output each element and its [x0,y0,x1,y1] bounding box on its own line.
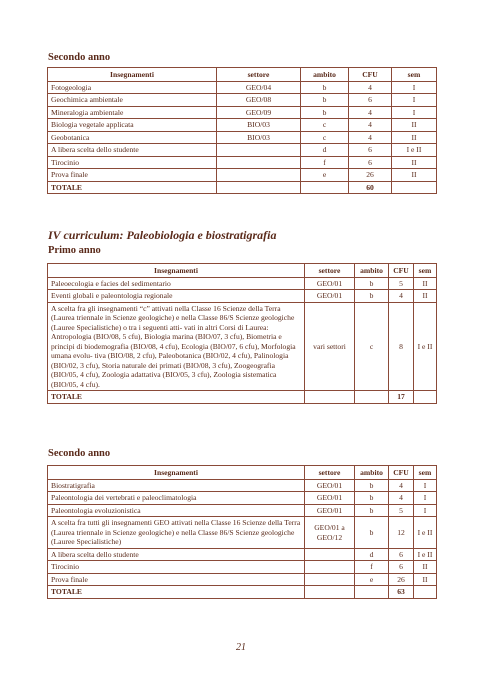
cell-sem: I [414,492,437,504]
cell-cfu: 12 [389,517,414,548]
cell-sem: II [414,561,437,573]
header-settore: settore [305,264,355,278]
total-cfu: 63 [389,586,414,598]
cell-insegnamento: Tirocinio [48,156,217,168]
cell-cfu: 5 [389,504,414,516]
cell-sem: II [414,290,437,302]
table-secondo-anno-2 [47,465,437,599]
total-empty [217,181,301,193]
cell-cfu: 8 [389,302,414,390]
cell-sem: II [414,278,437,290]
cell-settore [217,144,301,156]
cell-insegnamento: A libera scelta dello studente [48,144,217,156]
cell-ambito: c [355,302,389,390]
cell-ambito: c [301,131,349,143]
cell-cfu: 6 [389,548,414,560]
cell-ambito: c [301,119,349,131]
cell-settore: GEO/01 [305,492,355,504]
cell-cfu: 4 [349,119,392,131]
header-insegnamenti: Insegnamenti [48,466,305,480]
cell-insegnamento: A libera scelta dello studente [48,548,305,560]
header-cfu: CFU [389,264,414,278]
cell-insegnamento: A scelta fra tutti gli insegnamenti GEO attivati nella Classe 16 Scienze della Terra (Laurea triennale in Scienze geologiche) e nella Classe 86/S Scienze geologiche (Lauree Specialistiche) [48,517,305,548]
header-insegnamenti: Insegnamenti [48,264,305,278]
cell-sem: II [392,169,437,181]
table-header-row [48,264,437,278]
cell-cfu: 6 [349,144,392,156]
cell-insegnamento: Tirocinio [48,561,305,573]
cell-sem: I [392,82,437,94]
cell-ambito: e [301,169,349,181]
cell-insegnamento: A scelta fra gli insegnamenti “c” attivati nella Classe 16 Scienze della Terra (Laurea triennale in Scienze geologiche) e nella Classe 86/S Scienze geologiche (Lauree Specialistiche) o tra i seguenti atti- vati in altri Corsi di Laurea: Antropologia (BIO/08, 5 cfu), Biologia marina (BIO/07, 3 cfu), Biometria e principi di biodemografia (BIO/08, 4 cfu), Ecologia (BIO/07, 6 cfu), Morfologia umana evolu- tiva (BIO/08, 2 cfu), Paleobotanica (BIO/02, 4 cfu), Palinologia (BIO/02, 3 cfu), Storia naturale dei primati (BIO/08, 3 cfu), Zoogeografia (BIO/05, 4 cfu), Zoologia adattativa (BIO/05, 3 cfu), Zoologia sistematica (BIO/05, 4 cfu). [48,302,305,390]
cell-insegnamento: Prova finale [48,169,217,181]
cell-cfu: 6 [349,94,392,106]
table-row [48,106,437,118]
cell-cfu: 4 [349,106,392,118]
cell-ambito: d [355,548,389,560]
cell-sem: II [414,573,437,585]
cell-settore [305,561,355,573]
header-ambito: ambito [301,68,349,82]
cell-cfu: 4 [349,82,392,94]
cell-cfu: 6 [389,561,414,573]
total-empty [355,586,389,598]
cell-settore: GEO/09 [217,106,301,118]
total-empty [355,391,389,403]
cell-settore: GEO/04 [217,82,301,94]
cell-insegnamento: Paleontologia evoluzionistica [48,504,305,516]
cell-settore: vari settori [305,302,355,390]
cell-insegnamento: Fotogeologia [48,82,217,94]
cell-sem: II [392,131,437,143]
cell-sem: I [414,504,437,516]
table-row [48,156,437,168]
table-row [48,169,437,181]
section-title-primo-anno: Primo anno [48,245,101,256]
cell-cfu: 4 [389,492,414,504]
total-empty [414,391,437,403]
header-settore: settore [217,68,301,82]
cell-ambito: b [355,492,389,504]
cell-sem: I e II [392,144,437,156]
cell-sem: II [392,119,437,131]
total-cfu: 60 [349,181,392,193]
table-row [48,290,437,302]
total-empty [301,181,349,193]
header-insegnamenti: Insegnamenti [48,68,217,82]
table-row [48,548,437,560]
section-title-secondo-anno: Secondo anno [48,52,111,63]
table-row [48,573,437,585]
cell-settore [217,156,301,168]
total-cfu: 17 [389,391,414,403]
cell-ambito: b [301,82,349,94]
table-header-row [48,68,437,82]
cell-insegnamento: Mineralogia ambientale [48,106,217,118]
cell-ambito: f [301,156,349,168]
cell-ambito: b [355,290,389,302]
total-empty [414,586,437,598]
cell-ambito: b [301,94,349,106]
cell-insegnamento: Paleoecologia e facies del sedimentario [48,278,305,290]
cell-cfu: 4 [389,480,414,492]
cell-sem: I [392,94,437,106]
table-row [48,517,437,548]
table-body [48,278,437,404]
cell-sem: II [392,156,437,168]
cell-ambito: b [355,504,389,516]
table-row [48,278,437,290]
cell-cfu: 5 [389,278,414,290]
cell-ambito: b [355,480,389,492]
cell-settore: GEO/01 [305,278,355,290]
cell-cfu: 26 [349,169,392,181]
cell-settore: GEO/01 [305,504,355,516]
table-row [48,82,437,94]
cell-settore [217,169,301,181]
table-row [48,144,437,156]
table-primo-anno [47,263,437,404]
cell-insegnamento: Biostratigrafia [48,480,305,492]
cell-settore: BIO/03 [217,131,301,143]
cell-insegnamento: Geobotanica [48,131,217,143]
cell-insegnamento: Biologia vegetale applicata [48,119,217,131]
cell-insegnamento: Geochimica ambientale [48,94,217,106]
cell-settore: GEO/01 [305,290,355,302]
cell-insegnamento: Paleontologia dei vertebrati e paleoclimatologia [48,492,305,504]
cell-settore [305,573,355,585]
cell-sem: I e II [414,517,437,548]
total-empty [305,391,355,403]
cell-ambito: f [355,561,389,573]
cell-insegnamento: Prova finale [48,573,305,585]
table-row [48,131,437,143]
table-row [48,94,437,106]
table-row [48,119,437,131]
cell-cfu: 26 [389,573,414,585]
table-row [48,504,437,516]
cell-ambito: d [301,144,349,156]
total-empty [305,586,355,598]
cell-settore: GEO/01 [305,480,355,492]
cell-settore: GEO/01 a GEO/12 [305,517,355,548]
header-sem: sem [414,466,437,480]
header-ambito: ambito [355,466,389,480]
total-row [48,391,437,403]
total-row [48,181,437,193]
header-settore: settore [305,466,355,480]
table-row [48,302,437,390]
total-label: TOTALE [48,586,305,598]
total-label: TOTALE [48,181,217,193]
table-row [48,492,437,504]
header-cfu: CFU [349,68,392,82]
cell-sem: I [414,480,437,492]
cell-sem: I [392,106,437,118]
cell-cfu: 4 [389,290,414,302]
cell-ambito: b [355,517,389,548]
cell-sem: I e II [414,548,437,560]
cell-sem: I e II [414,302,437,390]
cell-ambito: b [355,278,389,290]
header-ambito: ambito [355,264,389,278]
cell-insegnamento: Eventi globali e paleontologia regionale [48,290,305,302]
table-row [48,561,437,573]
total-empty [392,181,437,193]
curriculum-title: IV curriculum: Paleobiologia e biostratigrafia [48,228,277,242]
cell-cfu: 6 [349,156,392,168]
header-sem: sem [414,264,437,278]
cell-cfu: 4 [349,131,392,143]
table-secondo-anno-1 [47,67,437,194]
cell-settore: GEO/08 [217,94,301,106]
table-row [48,480,437,492]
total-label: TOTALE [48,391,305,403]
page-number: 21 [236,642,246,653]
cell-ambito: e [355,573,389,585]
table-body [48,82,437,194]
section-title-secondo-anno-2: Secondo anno [48,448,111,459]
table-header-row [48,466,437,480]
total-row [48,586,437,598]
cell-ambito: b [301,106,349,118]
table-body [48,480,437,599]
header-sem: sem [392,68,437,82]
cell-settore [305,548,355,560]
cell-settore: BIO/03 [217,119,301,131]
header-cfu: CFU [389,466,414,480]
